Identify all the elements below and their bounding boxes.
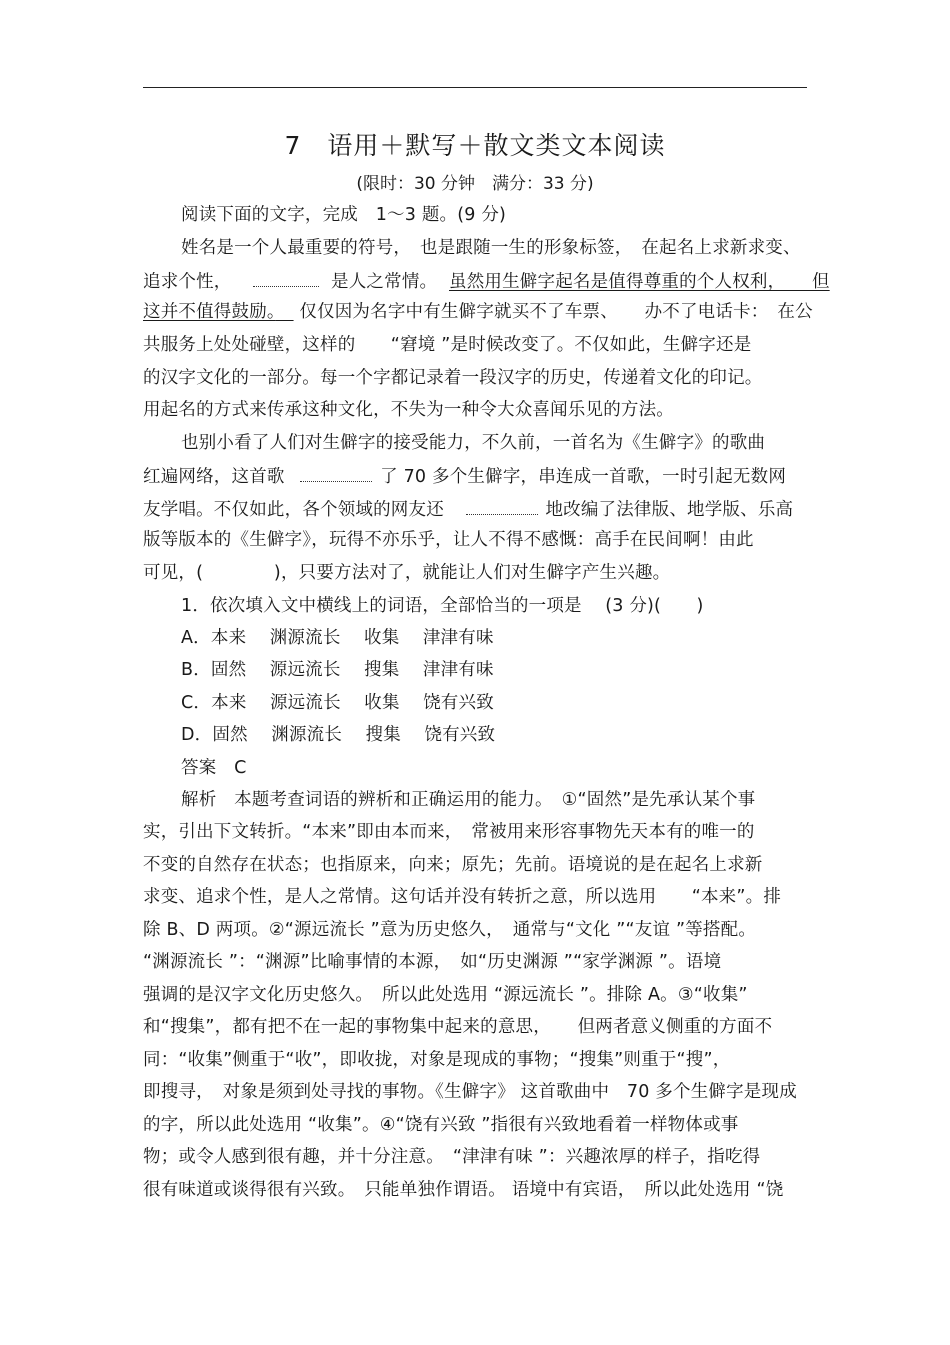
analysis-line: 实，引出下文转折。“本来”即由本而来， 常被用来形容事物先天本有的唯一的 — [143, 822, 755, 842]
analysis-line: 同：“收集”侧重于“收”，即收拢，对象是现成的事物；“搜集”则重于“搜”， — [143, 1050, 731, 1070]
fill-blank-2 — [300, 463, 372, 482]
passage-line: 共服务上处处碰壁，这样的 “窘境 ”是时候改变了。不仅如此，生僻字还是 — [143, 335, 752, 355]
passage-line: 姓名是一个人最重要的符号， 也是跟随一生的形象标签， 在起名上求新求变、 — [181, 238, 801, 258]
option-d: D．固然 渊源流长 搜集 饶有兴致 — [181, 725, 496, 745]
analysis-line: 很有味道或谈得很有兴致。 只能单独作谓语。 语境中有宾语， 所以此处选用 “饶 — [143, 1180, 784, 1200]
time-limit-note: (限时：30 分钟 满分：33 分) — [356, 174, 594, 194]
analysis-line: 除 B、D 两项。②“源远流长 ”意为历史悠久， 通常与“文化 ”“友谊 ”等搭配。 — [143, 920, 757, 940]
analysis-line: 强调的是汉字文化历史悠久。 所以此处选用 “源远流长 ”。排除 A。③“收集” — [143, 985, 748, 1005]
analysis-line: 的字，所以此处选用 “收集”。④“饶有兴致 ”指很有兴致地看着一样物体或事 — [143, 1115, 739, 1135]
passage-text: 追求个性， — [143, 272, 232, 292]
passage-text: 红遍网络，这首歌 — [143, 467, 285, 487]
passage-text: 仅仅因为名字中有生僻字就买不了车票、 办不了电话卡： 在公 — [299, 302, 813, 322]
passage-line: 版等版本的《生僻字》，玩得不亦乐乎，让人不得不感慨：高手在民间啊！由此 — [143, 530, 754, 550]
passage-text: 友学唱。不仅如此，各个领域的网友还 — [143, 500, 444, 520]
analysis-line: 即搜寻， 对象是须到处寻找的事物。《生僻字》 这首歌曲中 70 多个生僻字是现成 — [143, 1082, 797, 1102]
analysis-line: 物；或令人感到很有趣，并十分注意。 “津津有味 ”：兴趣浓厚的样子，指吃得 — [143, 1147, 761, 1167]
passage-line — [143, 463, 786, 489]
fill-blank-3 — [466, 496, 538, 515]
passage-text: 是人之常情。 — [331, 272, 438, 292]
analysis-line: “渊源流长 ”：“渊源”比喻事情的本源， 如“历史渊源 ”“家学渊源 ”。语境 — [143, 952, 722, 972]
analysis-line: 解析 本题考查词语的辨析和正确运用的能力。 ①“固然”是先承认某个事 — [181, 790, 756, 810]
reading-instruction: 阅读下面的文字，完成 1～3 题。(9 分) — [181, 205, 507, 225]
passage-line — [143, 496, 793, 522]
option-c: C．本来 源远流长 收集 饶有兴致 — [181, 693, 494, 713]
option-a: A．本来 渊源流长 收集 津津有味 — [181, 628, 494, 648]
passage-text: 地改编了法律版、地学版、乐高 — [545, 500, 794, 520]
passage-text: 了 70 多个生僻字，串连成一首歌，一时引起无数网 — [380, 467, 787, 487]
underlined-sentence: 虽然用生僻字起名是值得尊重的个人权利， 但 — [449, 272, 830, 292]
passage-line: 也别小看了人们对生僻字的接受能力，不久前，一首名为《生僻字》的歌曲 — [181, 433, 766, 453]
analysis-line: 不变的自然存在状态；也指原来，向来；原先；先前。语境说的是在起名上求新 — [143, 855, 763, 875]
header-rule — [143, 87, 807, 88]
analysis-line: 和“搜集”，都有把不在一起的事物集中起来的意思， 但两者意义侧重的方面不 — [143, 1017, 773, 1037]
passage-line — [143, 300, 813, 324]
fill-blank-1 — [253, 268, 319, 287]
answer: 答案 C — [181, 758, 247, 778]
underlined-sentence: 这并不值得鼓励。 — [143, 302, 276, 322]
option-b: B．固然 源远流长 搜集 津津有味 — [181, 660, 494, 680]
passage-line — [143, 268, 830, 294]
analysis-line: 求变、追求个性，是人之常情。这句话并没有转折之意，所以选用 “本来”。排 — [143, 887, 782, 907]
passage-line: 用起名的方式来传承这种文化，不失为一种令大众喜闻乐见的方法。 — [143, 400, 674, 420]
page-title: 7 语用＋默写＋散文类文本阅读 — [284, 131, 666, 160]
question-stem: 1．依次填入文中横线上的词语，全部恰当的一项是 (3 分)( ) — [181, 596, 704, 616]
passage-line: 可见，( )，只要方法对了，就能让人们对生僻字产生兴趣。 — [143, 563, 671, 583]
passage-line: 的汉字文化的一部分。每一个字都记录着一段汉字的历史，传递着文化的印记。 — [143, 368, 763, 388]
